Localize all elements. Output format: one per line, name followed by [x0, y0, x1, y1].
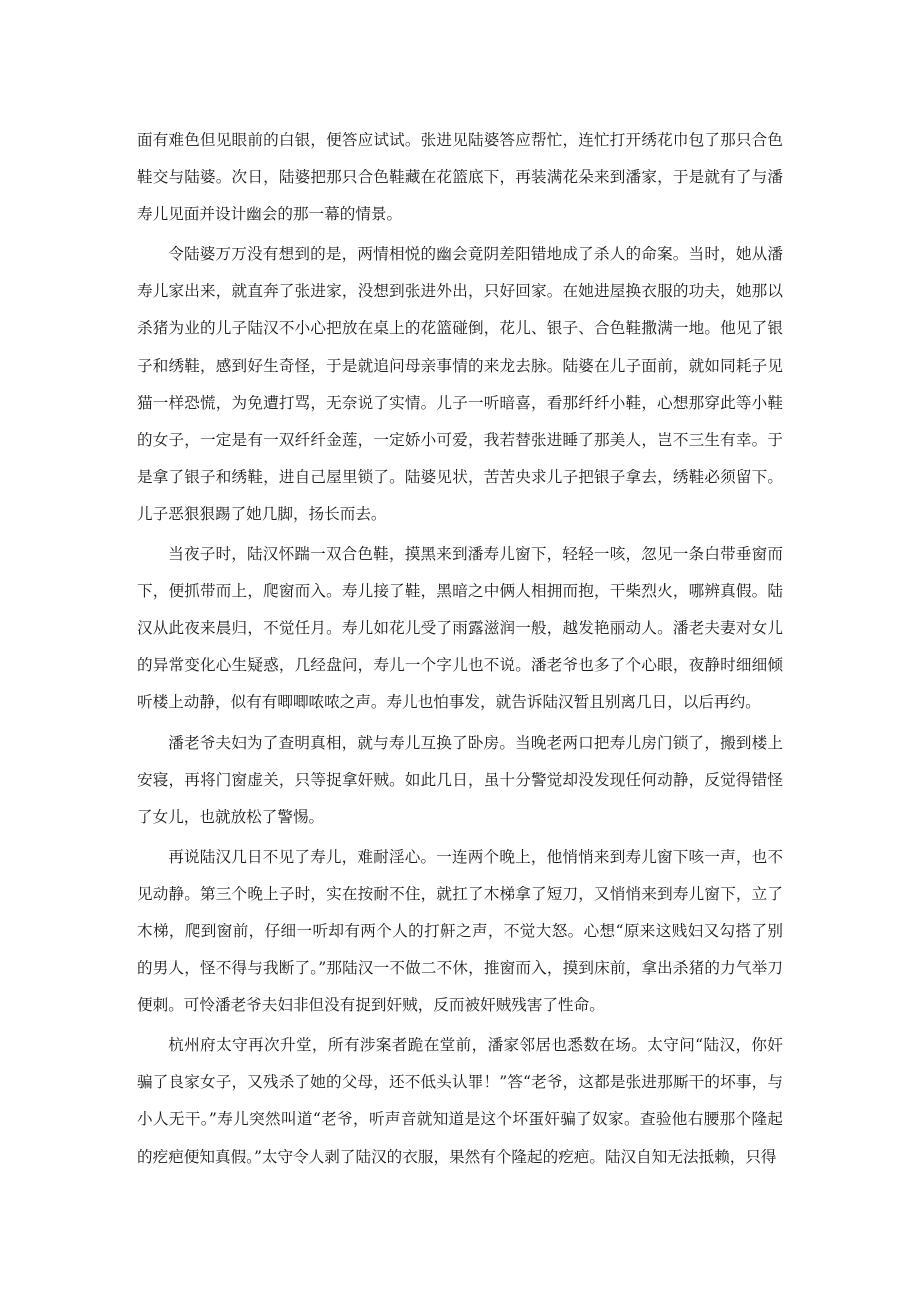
paragraph: 再说陆汉几日不见了寿儿，难耐淫心。一连两个晚上，他悄悄来到寿儿窗下咳一声，也不见动静。第三个晚上子时，实在按耐不住，就扛了木梯拿了短刀，又悄悄来到寿儿窗下，立了木梯，爬到窗前，仔细一听却有两个人的打鼾之声，不觉大怒。心想“原来这贱妇又勾搭了别的男人，怪不得与我断了。”那陆汉一不做二不休，推窗而入，摸到床前，拿出杀猪的力气举刀便刺。可怜潘老爷夫妇非但没有捉到奸贼，反而被奸贼残害了性命。: [137, 847, 783, 1015]
document-body: [137, 122, 783, 1179]
paragraph: 杭州府太守再次升堂，所有涉案者跪在堂前，潘家邻居也悉数在场。太守问“陆汉，你奸骗了良家女子，又残杀了她的父母，还不低头认罪！”答“老爷，这都是张进那厮干的坏事，与小人无干。”寿儿突然叫道“老爷，听声音就知道是这个坏蛋奸骗了奴家。查验他右腰那个隆起的疙疤便知真假。”太守令人剥了陆汉的衣服，果然有个隆起的疙疤。陆汉自知无法抵赖，只得: [137, 1036, 783, 1166]
paragraph-continuation: 面有难色但见眼前的白银，便答应试试。张进见陆婆答应帮忙，连忙打开绣花巾包了那只合色鞋交与陆婆。次日，陆婆把那只合色鞋藏在花篮底下，再装满花朵来到潘家，于是就有了与潘寿儿见面并设计幽会的那一幕的情景。: [137, 131, 783, 224]
paragraph: 当夜子时，陆汉怀踹一双合色鞋，摸黑来到潘寿儿窗下，轻轻一咳，忽见一条白带垂窗而下，便抓带而上，爬窗而入。寿儿接了鞋，黑暗之中俩人相拥而抱，干柴烈火，哪辨真假。陆汉从此夜来晨归，不觉任月。寿儿如花儿受了雨露滋润一般，越发艳丽动人。潘老夫妻对女儿的异常变化心生疑惑，几经盘问，寿儿一个字儿也不说。潘老爷也多了个心眼，夜静时细细倾听楼上动静，似有有唧唧哝哝之声。寿儿也怕事发，就告诉陆汉暂且别离几日，以后再约。: [137, 545, 783, 712]
paragraph: 潘老爷夫妇为了查明真相，就与寿儿互换了卧房。当晚老两口把寿儿房门锁了，搬到楼上安寝，再将门窗虚关，只等捉拿奸贼。如此几日，虽十分警觉却没发现任何动静，反觉得错怪了女儿，也就放松了警惕。: [137, 733, 783, 826]
paragraph: 令陆婆万万没有想到的是，两情相悦的幽会竟阴差阳错地成了杀人的命案。当时，她从潘寿儿家出来，就直奔了张进家，没想到张进外出，只好回家。在她进屋换衣服的功夫，她那以杀猪为业的儿子陆汉不小心把放在桌上的花篮碰倒，花儿、银子、合色鞋撒满一地。他见了银子和绣鞋，感到好生奇怪，于是就追问母亲事情的来龙去脉。陆婆在儿子面前，就如同耗子见猫一样恐慌，为免遭打骂，无奈说了实情。儿子一听暗喜，看那纤纤小鞋，心想那穿此等小鞋的女子，一定是有一双纤纤金莲，一定娇小可爱，我若替张进睡了那美人，岂不三生有幸。于是拿了银子和绣鞋，进自己屋里锁了。陆婆见状，苦苦央求儿子把银子拿去，绣鞋必须留下。儿子恶狠狠踢了她几脚，扬长而去。: [137, 245, 783, 523]
